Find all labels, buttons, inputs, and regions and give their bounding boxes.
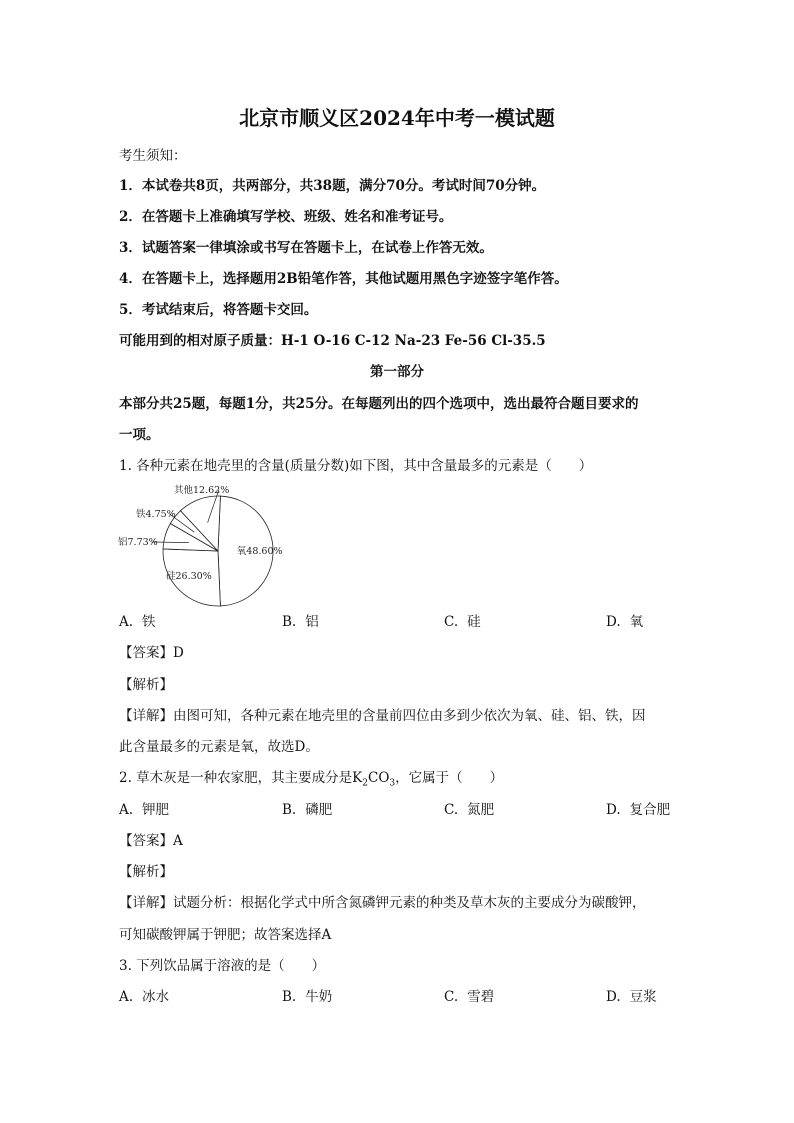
q1-option-d <box>606 612 643 632</box>
q1-detail-line1 <box>119 706 646 726</box>
part1-intro-line2: 一项。 <box>119 427 160 443</box>
notice-item-4: 4．在答题卡上，选择题用2B铅笔作答，其他试题用黑色字迹签字笔作答。 <box>119 271 568 287</box>
q2-detail-line1 <box>119 893 646 913</box>
q1-stem: 1. 各种元素在地壳里的含量(质量分数)如下图，其中含量最多的元素是（ ） <box>119 458 593 474</box>
q2-subscript-2: 3 <box>389 778 396 789</box>
option-text: 铝 <box>305 614 319 630</box>
option-text: 氮肥 <box>467 802 495 818</box>
q2-option-c <box>444 800 494 820</box>
option-letter: D. <box>606 802 621 818</box>
option-text: 硅 <box>467 614 481 630</box>
crust-element-pie-chart <box>114 482 314 608</box>
detail-label: 【详解】 <box>119 708 173 724</box>
q3-option-d <box>606 987 657 1007</box>
pie-label-other: 其他12.62% <box>174 485 230 496</box>
q2-stem-before: 2. 草木灰是一种农家肥，其主要成分是K <box>119 770 363 786</box>
exam-title: 北京市顺义区2024年中考一模试题 <box>239 106 555 130</box>
q1-analysis: 【解析】 <box>119 677 173 693</box>
option-letter: C. <box>444 989 459 1005</box>
notice-item-3: 3．试题答案一律填涂或书写在答题卡上，在试卷上作答无效。 <box>119 240 493 256</box>
q2-option-d <box>606 800 670 820</box>
detail-text: 试题分析：根据化学式中所含氮磷钾元素的种类及草木灰的主要成分为碳酸钾， <box>173 895 646 911</box>
q3-option-c <box>444 987 494 1007</box>
q2-analysis: 【解析】 <box>119 864 173 880</box>
option-letter: D. <box>606 614 621 630</box>
q1-option-b <box>282 612 319 632</box>
pie-label-aluminum: 铝7.73% <box>118 537 158 548</box>
option-text: 复合肥 <box>629 802 671 818</box>
notice-heading: 考生须知： <box>119 148 187 164</box>
detail-text: 由图可知，各种元素在地壳里的含量前四位由多到少依次为氧、硅、铝、铁，因 <box>173 708 646 724</box>
pie-label-oxygen: 氧48.60% <box>236 546 283 557</box>
option-letter: A. <box>119 614 134 630</box>
option-letter: D. <box>606 989 621 1005</box>
part1-intro-line1: 本部分共25题，每题1分，共25分。在每题列出的四个选项中，选出最符合题目要求的 <box>119 396 639 412</box>
q2-stem <box>119 768 503 788</box>
option-letter: C. <box>444 614 459 630</box>
detail-label: 【详解】 <box>119 895 173 911</box>
option-text: 冰水 <box>142 989 170 1005</box>
option-text: 牛奶 <box>305 989 333 1005</box>
q2-stem-after: ，它属于（ ） <box>395 770 504 786</box>
part1-heading: 第一部分 <box>370 364 424 380</box>
notice-item-2: 2．在答题卡上准确填写学校、班级、姓名和准考证号。 <box>119 209 453 225</box>
q3-option-a <box>119 987 169 1007</box>
pie-label-iron: 铁4.75% <box>136 509 176 520</box>
option-text: 雪碧 <box>467 989 495 1005</box>
option-letter: B. <box>282 802 297 818</box>
q1-option-a <box>119 612 156 632</box>
option-text: 氧 <box>629 614 644 630</box>
q2-subscript-1: 2 <box>362 778 368 789</box>
option-text: 磷肥 <box>305 802 333 818</box>
q1-answer: 【答案】D <box>119 645 184 661</box>
option-letter: B. <box>282 614 297 630</box>
atomic-mass-line: 可能用到的相对原子质量：H-1 O-16 C-12 Na-23 Fe-56 Cl-35.5 <box>119 333 546 349</box>
option-letter: C. <box>444 802 459 818</box>
option-letter: B. <box>282 989 297 1005</box>
option-text: 豆浆 <box>629 989 657 1005</box>
option-text: 铁 <box>142 614 156 630</box>
pie-label-silicon: 硅26.30% <box>166 571 212 583</box>
q2-stem-mid: CO <box>368 770 390 786</box>
q3-stem: 3. 下列饮品属于溶液的是（ ） <box>119 958 326 974</box>
option-text: 钾肥 <box>142 802 170 818</box>
q1-option-c <box>444 612 481 632</box>
notice-item-5: 5．考试结束后，将答题卡交回。 <box>119 302 318 318</box>
q2-option-b <box>282 800 332 820</box>
q2-detail-line2: 可知碳酸钾属于钾肥；故答案选择A <box>119 927 332 943</box>
q1-detail-line2: 此含量最多的元素是氧，故选D。 <box>119 739 319 755</box>
q3-option-b <box>282 987 332 1007</box>
notice-item-1: 1．本试卷共8页，共两部分，共38题，满分70分。考试时间70分钟。 <box>119 178 546 194</box>
option-letter: A. <box>119 802 134 818</box>
q2-answer: 【答案】A <box>119 833 183 849</box>
q2-option-a <box>119 800 169 820</box>
option-letter: A. <box>119 989 134 1005</box>
